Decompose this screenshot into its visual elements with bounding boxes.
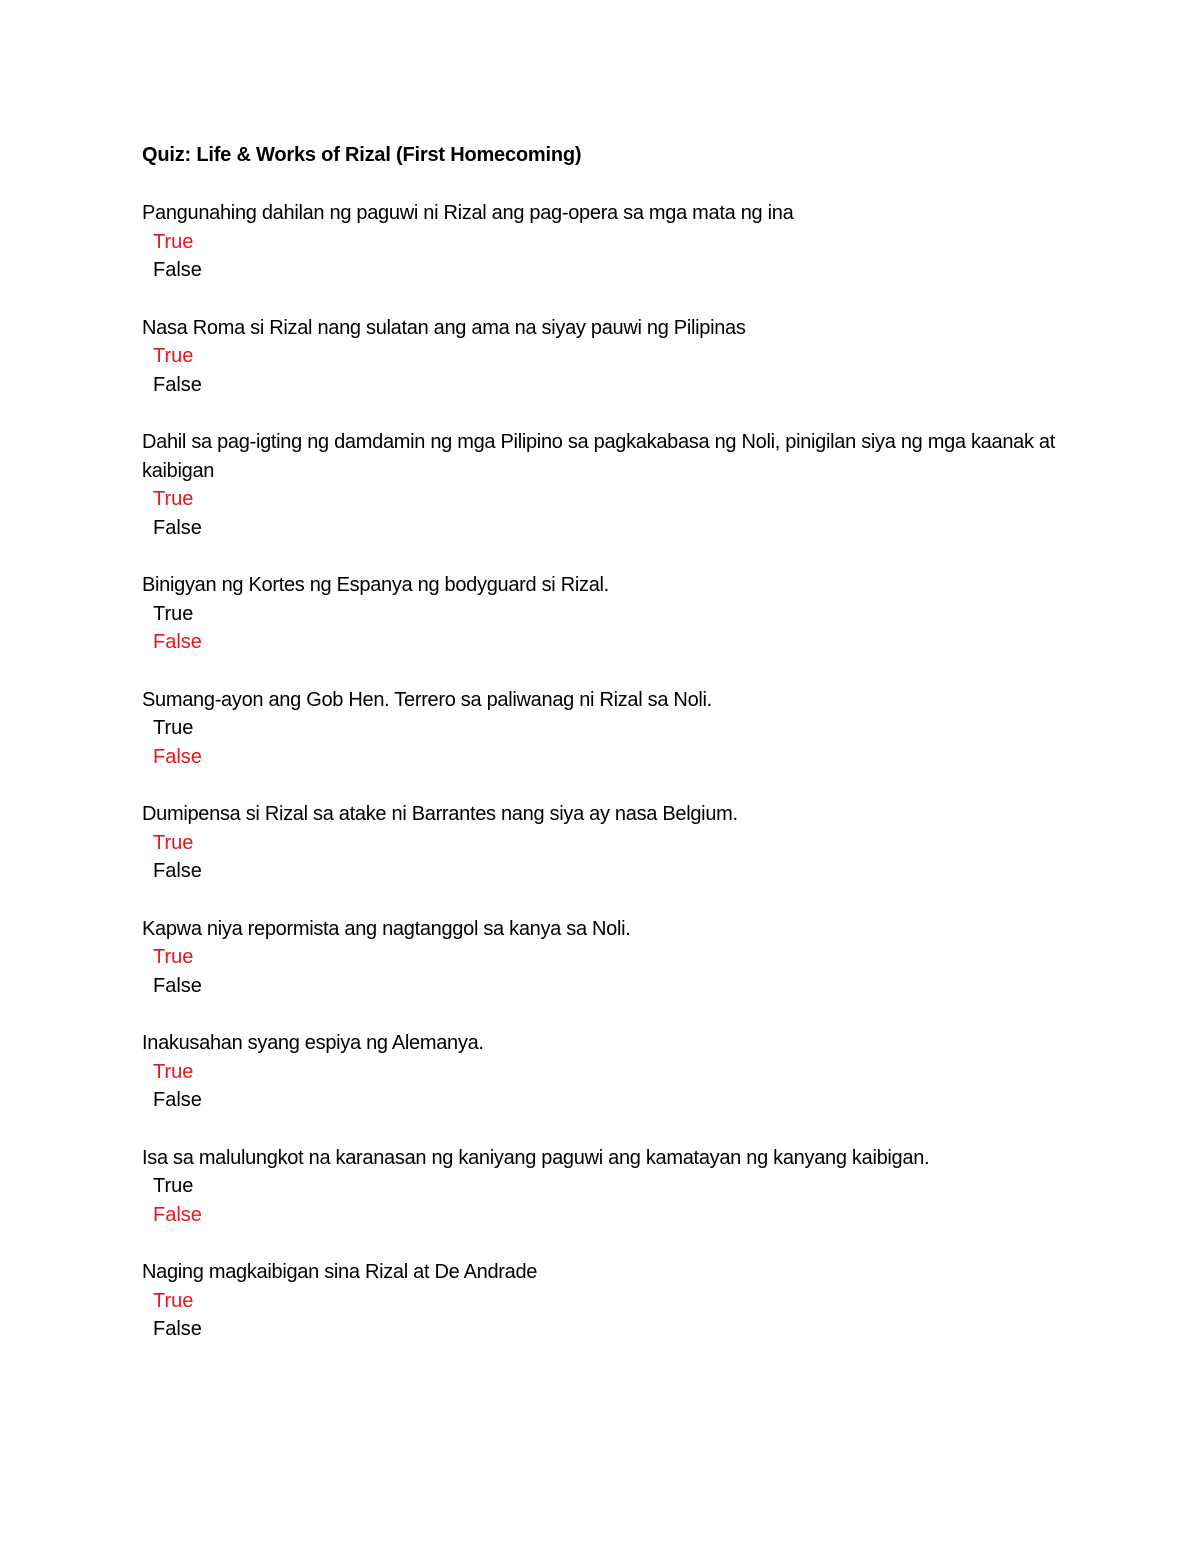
question-text: Binigyan ng Kortes ng Espanya ng bodyguard si Rizal. bbox=[142, 574, 609, 596]
answer-option-false: False bbox=[153, 1203, 202, 1226]
answer-option-false: False bbox=[153, 631, 202, 653]
answer-option-true: True bbox=[153, 831, 194, 854]
question-text: Dahil sa pag-igting ng damdamin ng mga Pilipino sa pagkakabasa ng Noli, pinigilan siya ng mga kaanak at kaibigan bbox=[142, 431, 1056, 482]
quiz-title: Quiz: Life & Works of Rizal (First Homecoming) bbox=[142, 144, 582, 166]
answer-option-false: False bbox=[153, 259, 202, 281]
answer-option-false: False bbox=[153, 745, 202, 768]
question-item bbox=[142, 571, 1082, 657]
answer-option-true: True bbox=[153, 1175, 194, 1197]
question-item bbox=[142, 1258, 1082, 1344]
question-text: Isa sa malulungkot na karanasan ng kaniyang paguwi ang kamatayan ng kanyang kaibigan. bbox=[142, 1146, 930, 1169]
question-text: Dumipensa si Rizal sa atake ni Barrantes nang siya ay nasa Belgium. bbox=[142, 803, 738, 825]
answer-option-true: True bbox=[153, 1060, 194, 1083]
question-item bbox=[142, 1144, 1082, 1230]
question-item bbox=[142, 915, 1082, 1001]
answer-option-false: False bbox=[153, 516, 202, 539]
question-text: Inakusahan syang espiya ng Alemanya. bbox=[142, 1032, 484, 1054]
answer-option-true: True bbox=[153, 488, 194, 510]
question-item bbox=[142, 1029, 1082, 1115]
answer-option-true: True bbox=[153, 230, 194, 253]
question-list bbox=[142, 199, 1082, 1344]
answer-option-true: True bbox=[153, 345, 194, 367]
question-item bbox=[142, 686, 1082, 772]
question-text: Nasa Roma si Rizal nang sulatan ang ama na siyay pauwi ng Pilipinas bbox=[142, 316, 746, 339]
answer-option-false: False bbox=[153, 860, 202, 882]
question-item bbox=[142, 199, 1082, 285]
answer-option-true: True bbox=[153, 717, 194, 739]
question-item bbox=[142, 314, 1082, 400]
question-text: Pangunahing dahilan ng paguwi ni Rizal ang pag-opera sa mga mata ng ina bbox=[142, 202, 794, 224]
answer-option-false: False bbox=[153, 1318, 202, 1340]
question-item bbox=[142, 800, 1082, 886]
question-text: Sumang-ayon ang Gob Hen. Terrero sa paliwanag ni Rizal sa Noli. bbox=[142, 688, 712, 711]
answer-option-true: True bbox=[153, 1289, 194, 1312]
answer-option-true: True bbox=[153, 602, 194, 625]
question-item bbox=[142, 428, 1082, 542]
answer-option-false: False bbox=[153, 974, 202, 997]
answer-option-true: True bbox=[153, 946, 194, 968]
answer-option-false: False bbox=[153, 373, 202, 396]
document-page bbox=[142, 141, 1082, 1373]
question-text: Kapwa niya repormista ang nagtanggol sa kanya sa Noli. bbox=[142, 917, 631, 940]
answer-option-false: False bbox=[153, 1089, 202, 1111]
question-text: Naging magkaibigan sina Rizal at De Andrade bbox=[142, 1261, 538, 1283]
